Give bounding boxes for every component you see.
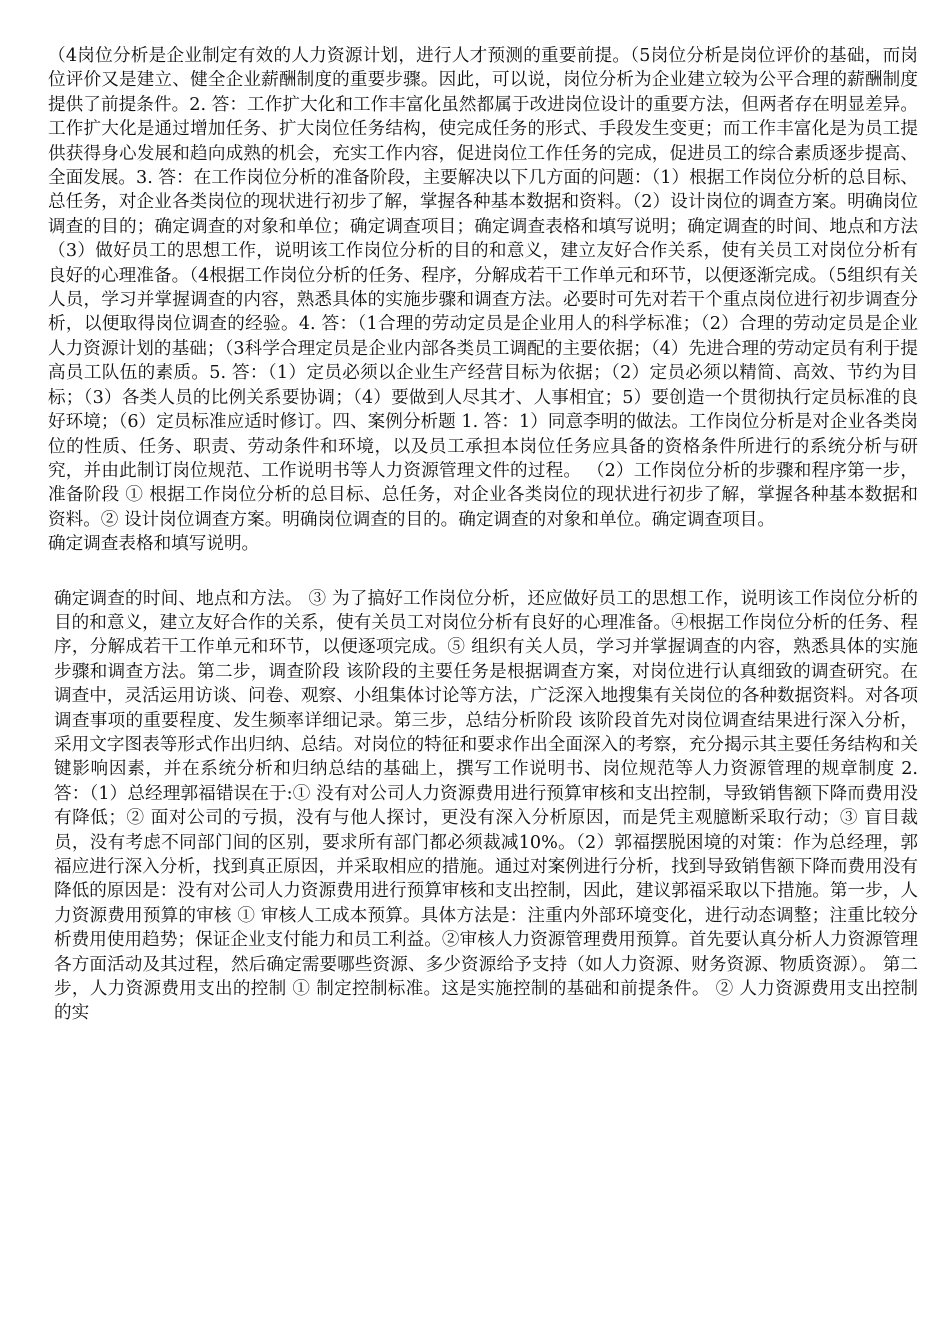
paragraph-1: （4岗位分析是企业制定有效的人力资源计划，进行人才预测的重要前提。（5岗位分析是岗位评价的基础，而岗位评价又是建立、健全企业薪酬制度的重要步骤。因此，可以说，岗位分析为企业建立较为公平合理的薪酬制度提供了前提条件。2. 答：工作扩大化和工作丰富化虽然都属于改进岗位设计的重要方法，但两者存在明显差异。工作扩大化是通过增加任务、扩大岗位任务结构，使完成任务的形式、手段发生变更；而工作丰富化是为员工提供获得身心发展和趋向成熟的机会，充实工作内容，促进岗位工作任务的完成，促进员工的综合素质逐步提高、全面发展。3. 答：在工作岗位分析的准备阶段，主要解决以下几方面的问题：（1）根据工作岗位分析的总目标、总任务，对企业各类岗位的现状进行初步了解，掌握各种基本数据和资料。（2）设计岗位的调查方案。明确岗位调查的目的；确定调查的对象和单位；确定调查项目；确定调查表格和填写说明；确定调查的时间、地点和方法（3）做好员工的思想工作，说明该工作岗位分析的目的和意义，建立友好合作关系，使有关员工对岗位分析有良好的心理准备。（4根据工作岗位分析的任务、程序，分解成若干工作单元和环节，以便逐渐完成。（5组织有关人员，学习并掌握调查的内容，熟悉具体的实施步骤和调查方法。必要时可先对若干个重点岗位进行初步调查分析，以便取得岗位调查的经验。4. 答：（1合理的劳动定员是企业用人的科学标准；（2）合理的劳动定员是企业人力资源计划的基础；（3科学合理定员是企业内部各类员工调配的主要依据；（4）先进合理的劳动定员有利于提高员工队伍的素质。5. 答：（1）定员必须以企业生产经营目标为依据；（2）定员必须以精简、高效、节约为目标；（3）各类人员的比例关系要协调；（4）要做到人尽其才、人事相宜；5）要创造一个贯彻执行定员标准的良好环境；（6）定员标准应适时修订。四、案例分析题 1. 答：1）同意李明的做法。工作岗位分析是对企业各类岗位的性质、任务、职责、劳动条件和环境，以及员工承担本岗位任务应具备的资格条件所进行的系统分析与研究，并由此制订岗位规范、工作说明书等人力资源管理文件的过程。 （2）工作岗位分析的步骤和程序第一步，准备阶段 ① 根据工作岗位分析的总目标、总任务，对企业各类岗位的现状进行初步了解，掌握各种基本数据和资料。② 设计岗位调查方案。明确岗位调查的目的。确定调查的对象和单位。确定调查项目。	[48, 46, 918, 530]
paragraph-2: 确定调查表格和填写说明。	[48, 534, 260, 555]
document-page	[48, 44, 918, 1026]
paragraph-3: 确定调查的时间、地点和方法。 ③ 为了搞好工作岗位分析，还应做好员工的思想工作，说明该工作岗位分析的目的和意义，建立友好合作的关系，使有关员工对岗位分析有良好的心理准备。④根据工作岗位分析的任务、程序，分解成若干工作单元和环节，以便逐项完成。⑤ 组织有关人员，学习并掌握调查的内容，熟悉具体的实施步骤和调查方法。第二步，调查阶段 该阶段的主要任务是根据调查方案，对岗位进行认真细致的调查研究。在调查中，灵活运用访谈、问卷、观察、小组集体讨论等方法，广泛深入地搜集有关岗位的各种数据资料。对各项调查事项的重要程度、发生频率详细记录。第三步，总结分析阶段 该阶段首先对岗位调查结果进行深入分析，采用文字图表等形式作出归纳、总结。对岗位的特征和要求作出全面深入的考察，充分揭示其主要任务结构和关键影响因素，并在系统分析和归纳总结的基础上，撰写工作说明书、岗位规范等人力资源管理的规章制度 2. 答：（1）总经理郭福错误在于:① 没有对公司人力资源费用进行预算审核和支出控制，导致销售额下降而费用没有降低；② 面对公司的亏损，没有与他人探讨，更没有深入分析原因，而是凭主观臆断采取行动；③ 盲目裁员，没有考虑不同部门间的区别，要求所有部门都必须裁减10%。（2）郭福摆脱困境的对策：作为总经理，郭福应进行深入分析，找到真正原因，并采取相应的措施。通过对案例进行分析，找到导致销售额下降而费用没有降低的原因是：没有对公司人力资源费用进行预算审核和支出控制，因此，建议郭福采取以下措施。第一步，人力资源费用预算的审核 ① 审核人工成本预算。具体方法是：注重内外部环境变化，进行动态调整；注重比较分析费用使用趋势；保证企业支付能力和员工利益。②审核人力资源管理费用预算。首先要认真分析人力资源管理各方面活动及其过程，然后确定需要哪些资源、多少资源给予支持（如人力资源、财务资源、物质资源）。 第二步，人力资源费用支出的控制 ① 制定控制标准。这是实施控制的基础和前提条件。 ② 人力资源费用支出控制的实	[54, 588, 918, 1024]
paragraph-spacer	[48, 557, 918, 587]
